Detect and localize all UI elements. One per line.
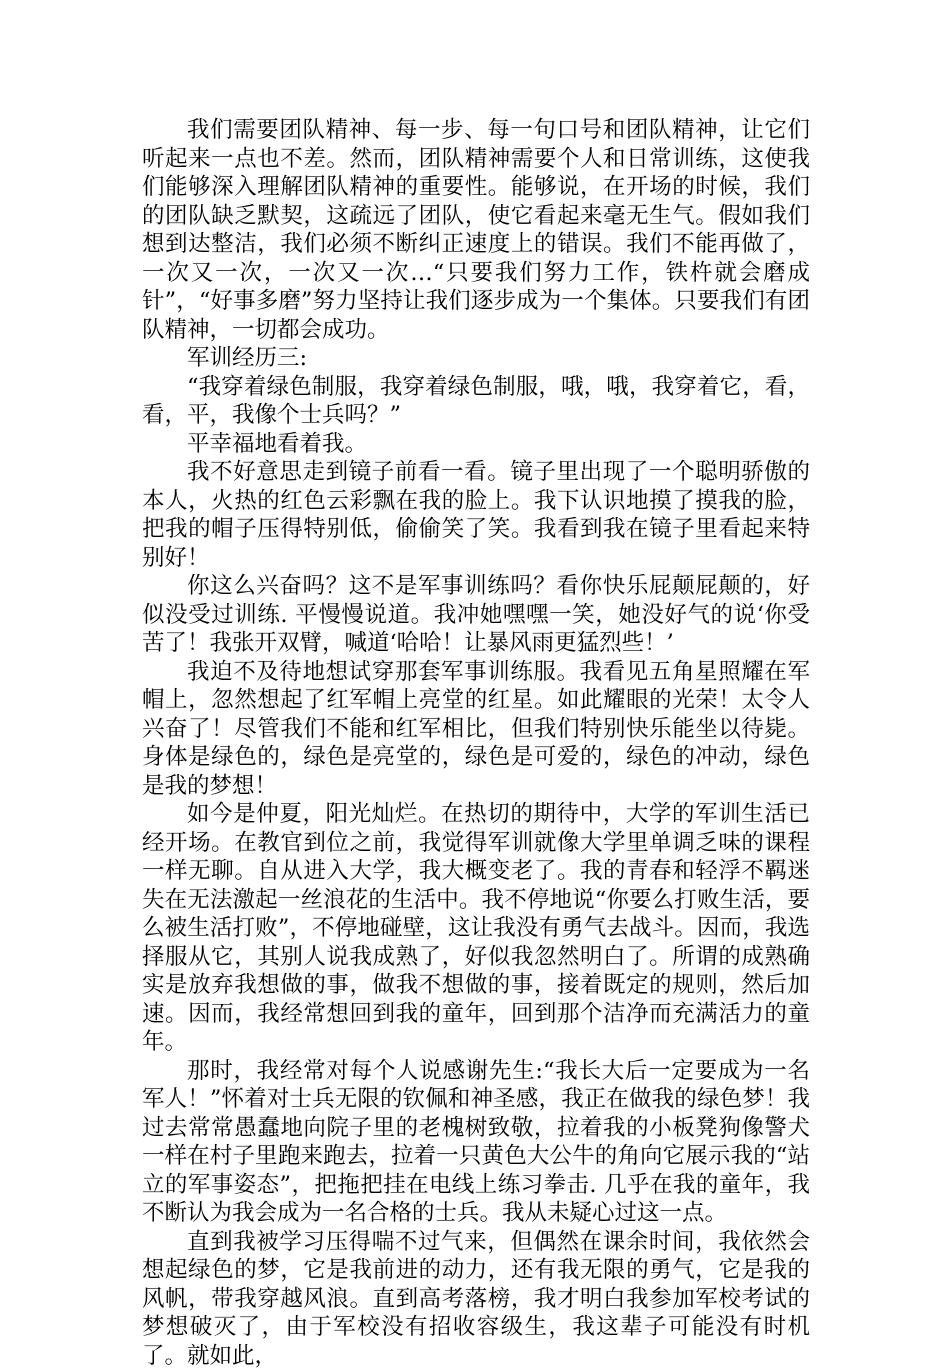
paragraph-mirror: 我不好意思走到镜子前看一看。镜子里出现了一个聪明骄傲的本人，火热的红色云彩飘在我的脸上。我下认识地摸了摸我的脸，把我的帽子压得特别低，偷偷笑了笑。我看到我在镜子里看起来特别好！ bbox=[142, 458, 810, 572]
paragraph-excited: 你这么兴奋吗？这不是军事训练吗？看你快乐屁颠屁颠的，好似没受过训练. 平慢慢说道。我冲她嘿嘿一笑，她没好气的说‘你受苦了！我张开双臂，喊道‘哈哈！让暴风雨更猛烈些！’ bbox=[142, 572, 810, 658]
paragraph-until-exam: 直到我被学习压得喘不过气来，但偶然在课余时间，我依然会想起绿色的梦，它是我前进的动力，还有我无限的勇气，它是我的风帆，带我穿越风浪。直到高考落榜，我才明白我参加军校考试的梦想破灭了，由于军校没有招收容级生，我这辈子可能没有时机了。就如此， bbox=[142, 1228, 810, 1370]
section-heading-training-three: 军训经历三: bbox=[142, 344, 810, 373]
paragraph-ping-looks: 平幸福地看着我。 bbox=[142, 430, 810, 459]
document-page bbox=[142, 116, 810, 1370]
paragraph-green-uniform-quote: “我穿着绿色制服，我穿着绿色制服，哦，哦，我穿着它，看，看，平，我像个士兵吗？” bbox=[142, 373, 810, 430]
paragraph-childhood-dream: 那时，我经常对每个人说感谢先生:“我长大后一定要成为一名军人！”怀着对士兵无限的钦佩和神圣感，我正在做我的绿色梦！我过去常常愚蠢地向院子里的老槐树致敬，拉着我的小板凳狗像警犬一样在村子里跑来跑去，拉着一只黄色大公牛的角向它展示我的“站立的军事姿态”，把拖把挂在电线上练习拳击. 几乎在我的童年，我不断认为我会成为一名合格的士兵。我从未疑心过这一点。 bbox=[142, 1057, 810, 1228]
paragraph-try-uniform: 我迫不及待地想试穿那套军事训练服。我看见五角星照耀在军帽上，忽然想起了红军帽上亮堂的红星。如此耀眼的光荣！太令人兴奋了！尽管我们不能和红军相比，但我们特别快乐能坐以待毙。身体是绿色的，绿色是亮堂的，绿色是可爱的，绿色的冲动，绿色是我的梦想！ bbox=[142, 658, 810, 801]
paragraph-midsummer: 如今是仲夏，阳光灿烂。在热切的期待中，大学的军训生活已经开场。在教官到位之前，我觉得军训就像大学里单调乏味的课程一样无聊。自从进入大学，我大概变老了。我的青春和轻浮不羁迷失在无法激起一丝浪花的生活中。我不停地说“你要么打败生活，要么被生活打败”，不停地碰壁，这让我没有勇气去战斗。因而，我选择服从它，其别人说我成熟了，好似我忽然明白了。所谓的成熟确实是放弃我想做的事，做我不想做的事，接着既定的规则，然后加速。因而，我经常想回到我的童年，回到那个洁净而充满活力的童年。 bbox=[142, 800, 810, 1057]
paragraph-team-spirit: 我们需要团队精神、每一步、每一句口号和团队精神，让它们听起来一点也不差。然而，团队精神需要个人和日常训练，这使我们能够深入理解团队精神的重要性。能够说，在开场的时候，我们的团队缺乏默契，这疏远了团队，使它看起来毫无生气。假如我们想到达整洁，我们必须不断纠正速度上的错误。我们不能再做了，一次又一次，一次又一次…“只要我们努力工作，铁杵就会磨成针”，“好事多磨”努力坚持让我们逐步成为一个集体。只要我们有团队精神，一切都会成功。 bbox=[142, 116, 810, 344]
